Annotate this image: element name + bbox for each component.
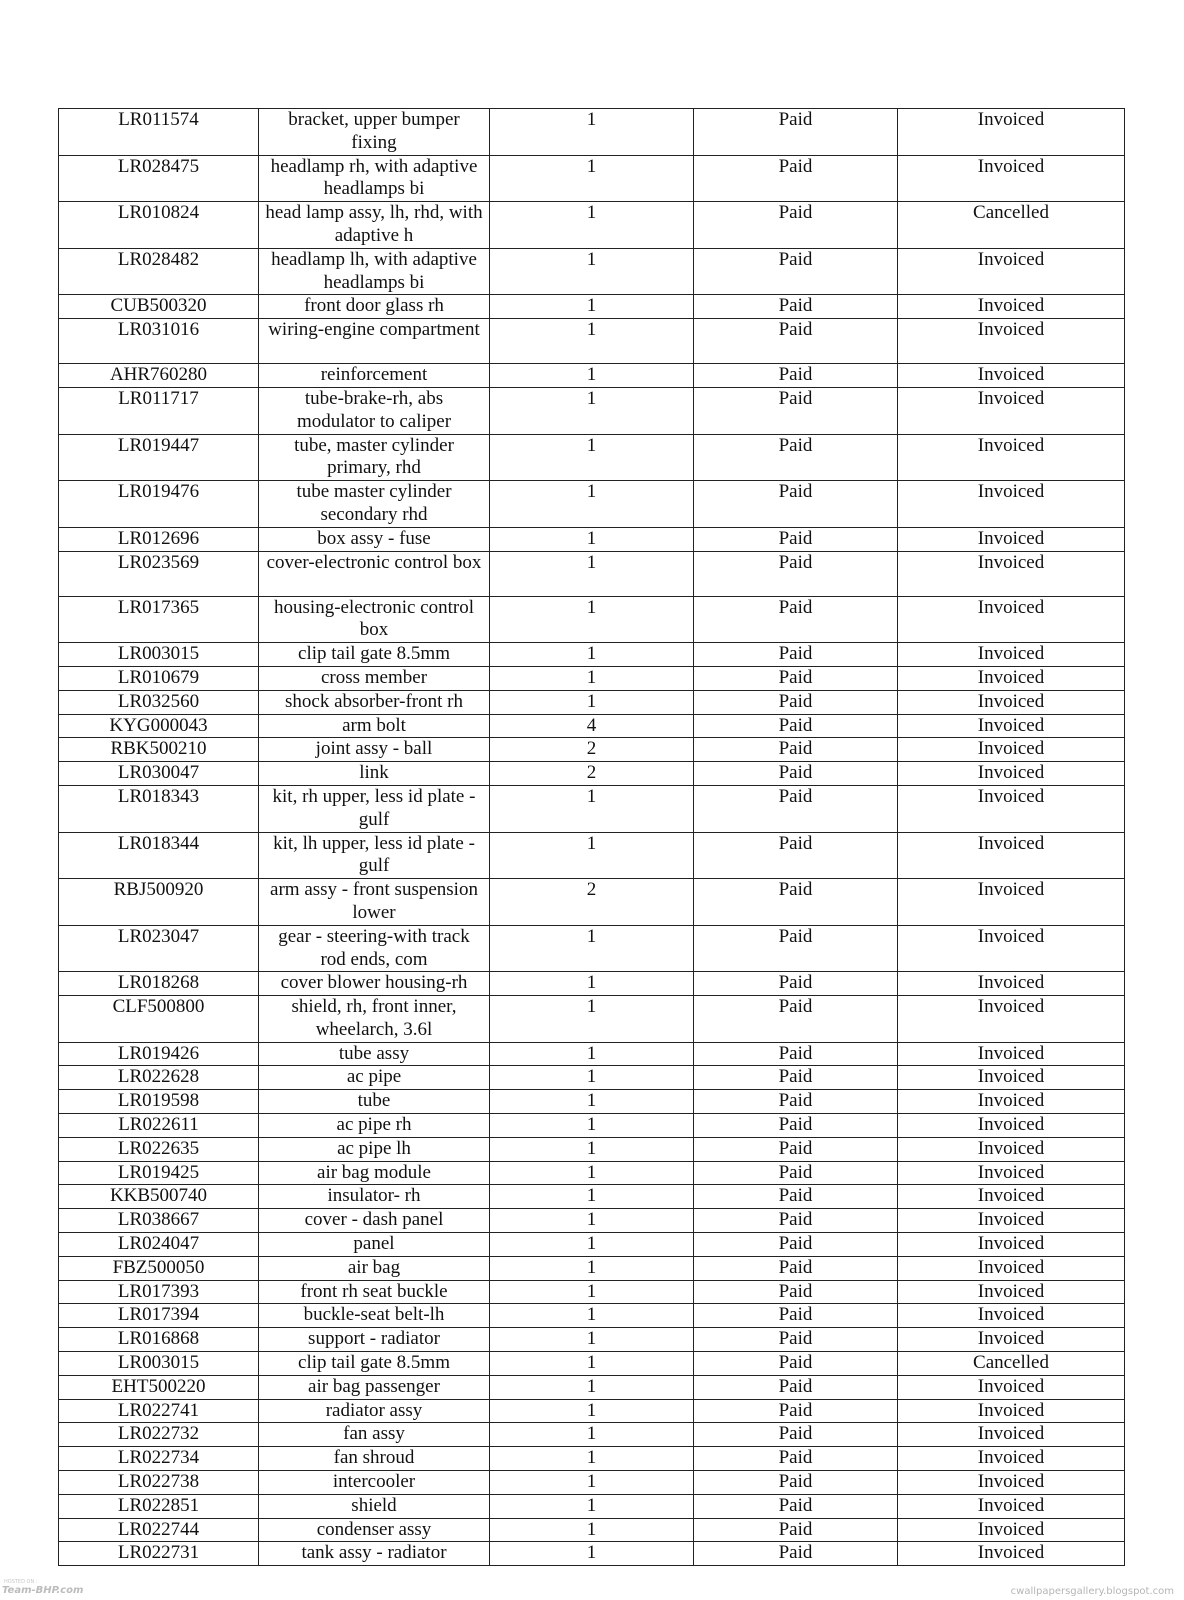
table-row (59, 551, 1125, 596)
quantity-cell: 1 (490, 364, 694, 388)
description-cell: cover blower housing-rh (259, 972, 490, 996)
quantity-cell: 1 (490, 1209, 694, 1233)
table-row (59, 1304, 1125, 1328)
invoice-status-cell: Invoiced (898, 155, 1125, 202)
payment-status-cell: Paid (694, 1233, 898, 1257)
invoice-status-cell: Invoiced (898, 1423, 1125, 1447)
table-row (59, 1542, 1125, 1566)
part-number-cell: LR022731 (59, 1542, 259, 1566)
table-row (59, 832, 1125, 879)
part-number-cell: LR017393 (59, 1280, 259, 1304)
table-row (59, 925, 1125, 972)
quantity-cell: 1 (490, 434, 694, 481)
payment-status-cell: Paid (694, 1471, 898, 1495)
part-number-cell: KYG000043 (59, 714, 259, 738)
table-row (59, 387, 1125, 434)
parts-table-body (59, 109, 1125, 1566)
quantity-cell: 1 (490, 1375, 694, 1399)
invoice-status-cell: Invoiced (898, 481, 1125, 528)
table-row (59, 527, 1125, 551)
table-row (59, 1209, 1125, 1233)
invoice-status-cell: Invoiced (898, 596, 1125, 643)
payment-status-cell: Paid (694, 434, 898, 481)
description-cell: ac pipe lh (259, 1137, 490, 1161)
table-row (59, 879, 1125, 926)
quantity-cell: 1 (490, 1423, 694, 1447)
payment-status-cell: Paid (694, 1304, 898, 1328)
invoice-status-cell: Invoiced (898, 1114, 1125, 1138)
quantity-cell: 1 (490, 202, 694, 249)
table-row (59, 1066, 1125, 1090)
quantity-cell: 2 (490, 738, 694, 762)
quantity-cell: 1 (490, 319, 694, 364)
part-number-cell: LR019476 (59, 481, 259, 528)
description-cell: link (259, 762, 490, 786)
table-row (59, 690, 1125, 714)
table-row (59, 996, 1125, 1043)
part-number-cell: LR022734 (59, 1447, 259, 1471)
payment-status-cell: Paid (694, 295, 898, 319)
table-row (59, 972, 1125, 996)
quantity-cell: 1 (490, 248, 694, 295)
payment-status-cell: Paid (694, 1542, 898, 1566)
parts-table (58, 108, 1125, 1566)
invoice-status-cell: Invoiced (898, 434, 1125, 481)
table-row (59, 1042, 1125, 1066)
description-cell: air bag passenger (259, 1375, 490, 1399)
part-number-cell: CUB500320 (59, 295, 259, 319)
part-number-cell: LR024047 (59, 1233, 259, 1257)
part-number-cell: AHR760280 (59, 364, 259, 388)
quantity-cell: 1 (490, 155, 694, 202)
description-cell: tube-brake-rh, abs modulator to caliper (259, 387, 490, 434)
part-number-cell: RBJ500920 (59, 879, 259, 926)
payment-status-cell: Paid (694, 596, 898, 643)
quantity-cell: 1 (490, 1447, 694, 1471)
table-row (59, 1375, 1125, 1399)
description-cell: ac pipe rh (259, 1114, 490, 1138)
payment-status-cell: Paid (694, 1161, 898, 1185)
part-number-cell: LR028482 (59, 248, 259, 295)
payment-status-cell: Paid (694, 1447, 898, 1471)
payment-status-cell: Paid (694, 527, 898, 551)
table-row (59, 364, 1125, 388)
invoice-status-cell: Invoiced (898, 387, 1125, 434)
part-number-cell: LR022741 (59, 1399, 259, 1423)
quantity-cell: 1 (490, 1185, 694, 1209)
invoice-status-cell: Invoiced (898, 1447, 1125, 1471)
description-cell: front rh seat buckle (259, 1280, 490, 1304)
part-number-cell: LR017394 (59, 1304, 259, 1328)
quantity-cell: 1 (490, 481, 694, 528)
payment-status-cell: Paid (694, 202, 898, 249)
quantity-cell: 1 (490, 527, 694, 551)
description-cell: buckle-seat belt-lh (259, 1304, 490, 1328)
description-cell: fan assy (259, 1423, 490, 1447)
payment-status-cell: Paid (694, 925, 898, 972)
description-cell: arm assy - front suspension lower (259, 879, 490, 926)
payment-status-cell: Paid (694, 690, 898, 714)
table-row (59, 1328, 1125, 1352)
part-number-cell: LR022628 (59, 1066, 259, 1090)
quantity-cell: 1 (490, 1042, 694, 1066)
payment-status-cell: Paid (694, 879, 898, 926)
part-number-cell: LR030047 (59, 762, 259, 786)
description-cell: reinforcement (259, 364, 490, 388)
description-cell: clip tail gate 8.5mm (259, 1352, 490, 1376)
payment-status-cell: Paid (694, 996, 898, 1043)
table-row (59, 1256, 1125, 1280)
description-cell: tube assy (259, 1042, 490, 1066)
invoice-status-cell: Invoiced (898, 690, 1125, 714)
description-cell: tube (259, 1090, 490, 1114)
invoice-status-cell: Invoiced (898, 1209, 1125, 1233)
payment-status-cell: Paid (694, 1042, 898, 1066)
part-number-cell: LR003015 (59, 1352, 259, 1376)
part-number-cell: RBK500210 (59, 738, 259, 762)
payment-status-cell: Paid (694, 762, 898, 786)
payment-status-cell: Paid (694, 319, 898, 364)
invoice-status-cell: Invoiced (898, 1399, 1125, 1423)
payment-status-cell: Paid (694, 1090, 898, 1114)
invoice-status-cell: Invoiced (898, 1471, 1125, 1495)
blog-watermark: cwallpapersgallery.blogspot.com (1010, 1586, 1174, 1597)
payment-status-cell: Paid (694, 551, 898, 596)
description-cell: head lamp assy, lh, rhd, with adaptive h (259, 202, 490, 249)
part-number-cell: LR022611 (59, 1114, 259, 1138)
part-number-cell: LR019598 (59, 1090, 259, 1114)
description-cell: radiator assy (259, 1399, 490, 1423)
invoice-status-cell: Invoiced (898, 643, 1125, 667)
part-number-cell: LR018268 (59, 972, 259, 996)
part-number-cell: LR022851 (59, 1494, 259, 1518)
part-number-cell: FBZ500050 (59, 1256, 259, 1280)
payment-status-cell: Paid (694, 1399, 898, 1423)
quantity-cell: 1 (490, 690, 694, 714)
payment-status-cell: Paid (694, 1137, 898, 1161)
part-number-cell: EHT500220 (59, 1375, 259, 1399)
description-cell: front door glass rh (259, 295, 490, 319)
quantity-cell: 1 (490, 1090, 694, 1114)
invoice-status-cell: Invoiced (898, 1375, 1125, 1399)
table-row (59, 643, 1125, 667)
table-row (59, 666, 1125, 690)
part-number-cell: LR022732 (59, 1423, 259, 1447)
quantity-cell: 1 (490, 1114, 694, 1138)
payment-status-cell: Paid (694, 1066, 898, 1090)
description-cell: support - radiator (259, 1328, 490, 1352)
quantity-cell: 1 (490, 1137, 694, 1161)
payment-status-cell: Paid (694, 738, 898, 762)
table-row (59, 1518, 1125, 1542)
description-cell: air bag (259, 1256, 490, 1280)
description-cell: tank assy - radiator (259, 1542, 490, 1566)
quantity-cell: 1 (490, 1066, 694, 1090)
table-row (59, 202, 1125, 249)
quantity-cell: 1 (490, 1256, 694, 1280)
invoice-status-cell: Invoiced (898, 879, 1125, 926)
description-cell: insulator- rh (259, 1185, 490, 1209)
invoice-status-cell: Invoiced (898, 1328, 1125, 1352)
quantity-cell: 1 (490, 785, 694, 832)
invoice-status-cell: Invoiced (898, 996, 1125, 1043)
description-cell: condenser assy (259, 1518, 490, 1542)
description-cell: tube master cylinder secondary rhd (259, 481, 490, 528)
description-cell: shield, rh, front inner, wheelarch, 3.6l (259, 996, 490, 1043)
invoice-status-cell: Invoiced (898, 1066, 1125, 1090)
part-number-cell: LR018343 (59, 785, 259, 832)
quantity-cell: 1 (490, 1542, 694, 1566)
description-cell: arm bolt (259, 714, 490, 738)
table-row (59, 319, 1125, 364)
invoice-status-cell: Invoiced (898, 925, 1125, 972)
invoice-status-cell: Cancelled (898, 202, 1125, 249)
payment-status-cell: Paid (694, 481, 898, 528)
invoice-status-cell: Invoiced (898, 1304, 1125, 1328)
table-row (59, 295, 1125, 319)
payment-status-cell: Paid (694, 1185, 898, 1209)
quantity-cell: 1 (490, 1518, 694, 1542)
table-row (59, 762, 1125, 786)
table-row (59, 434, 1125, 481)
invoice-status-cell: Invoiced (898, 1185, 1125, 1209)
quantity-cell: 1 (490, 666, 694, 690)
quantity-cell: 2 (490, 879, 694, 926)
quantity-cell: 1 (490, 1161, 694, 1185)
table-row (59, 155, 1125, 202)
description-cell: ac pipe (259, 1066, 490, 1090)
part-number-cell: LR038667 (59, 1209, 259, 1233)
description-cell: fan shroud (259, 1447, 490, 1471)
quantity-cell: 1 (490, 295, 694, 319)
description-cell: shield (259, 1494, 490, 1518)
description-cell: cover-electronic control box (259, 551, 490, 596)
payment-status-cell: Paid (694, 1494, 898, 1518)
part-number-cell: LR011574 (59, 109, 259, 156)
part-number-cell: LR019425 (59, 1161, 259, 1185)
quantity-cell: 1 (490, 1471, 694, 1495)
quantity-cell: 1 (490, 1328, 694, 1352)
table-row (59, 1114, 1125, 1138)
quantity-cell: 1 (490, 1494, 694, 1518)
quantity-cell: 1 (490, 1233, 694, 1257)
description-cell: tube, master cylinder primary, rhd (259, 434, 490, 481)
payment-status-cell: Paid (694, 387, 898, 434)
payment-status-cell: Paid (694, 972, 898, 996)
payment-status-cell: Paid (694, 1518, 898, 1542)
team-bhp-watermark: Team-BHP.com (2, 1585, 84, 1596)
hosted-on-label: HOSTED ON : (4, 1579, 38, 1585)
invoice-status-cell: Invoiced (898, 785, 1125, 832)
table-row (59, 248, 1125, 295)
quantity-cell: 1 (490, 643, 694, 667)
description-cell: gear - steering-with track rod ends, com (259, 925, 490, 972)
table-row (59, 785, 1125, 832)
table-row (59, 1494, 1125, 1518)
description-cell: panel (259, 1233, 490, 1257)
table-row (59, 1423, 1125, 1447)
table-row (59, 1471, 1125, 1495)
invoice-status-cell: Invoiced (898, 714, 1125, 738)
payment-status-cell: Paid (694, 1423, 898, 1447)
payment-status-cell: Paid (694, 1209, 898, 1233)
table-row (59, 1137, 1125, 1161)
quantity-cell: 1 (490, 972, 694, 996)
invoice-status-cell: Invoiced (898, 1042, 1125, 1066)
payment-status-cell: Paid (694, 785, 898, 832)
quantity-cell: 1 (490, 1280, 694, 1304)
invoice-status-cell: Invoiced (898, 832, 1125, 879)
part-number-cell: LR022738 (59, 1471, 259, 1495)
payment-status-cell: Paid (694, 714, 898, 738)
quantity-cell: 1 (490, 109, 694, 156)
table-row (59, 1280, 1125, 1304)
description-cell: kit, lh upper, less id plate - gulf (259, 832, 490, 879)
table-row (59, 596, 1125, 643)
part-number-cell: LR016868 (59, 1328, 259, 1352)
invoice-status-cell: Invoiced (898, 1280, 1125, 1304)
invoice-status-cell: Invoiced (898, 1494, 1125, 1518)
payment-status-cell: Paid (694, 832, 898, 879)
payment-status-cell: Paid (694, 155, 898, 202)
description-cell: air bag module (259, 1161, 490, 1185)
description-cell: headlamp lh, with adaptive headlamps bi (259, 248, 490, 295)
table-row (59, 1185, 1125, 1209)
description-cell: joint assy - ball (259, 738, 490, 762)
description-cell: cross member (259, 666, 490, 690)
invoice-status-cell: Invoiced (898, 762, 1125, 786)
part-number-cell: CLF500800 (59, 996, 259, 1043)
part-number-cell: LR012696 (59, 527, 259, 551)
payment-status-cell: Paid (694, 643, 898, 667)
invoice-status-cell: Invoiced (898, 738, 1125, 762)
part-number-cell: LR028475 (59, 155, 259, 202)
description-cell: clip tail gate 8.5mm (259, 643, 490, 667)
quantity-cell: 1 (490, 551, 694, 596)
invoice-status-cell: Invoiced (898, 1542, 1125, 1566)
payment-status-cell: Paid (694, 666, 898, 690)
invoice-status-cell: Invoiced (898, 109, 1125, 156)
table-row (59, 481, 1125, 528)
invoice-status-cell: Invoiced (898, 527, 1125, 551)
payment-status-cell: Paid (694, 1256, 898, 1280)
table-row (59, 109, 1125, 156)
quantity-cell: 1 (490, 996, 694, 1043)
invoice-status-cell: Invoiced (898, 1137, 1125, 1161)
part-number-cell: LR022744 (59, 1518, 259, 1542)
payment-status-cell: Paid (694, 1375, 898, 1399)
invoice-status-cell: Invoiced (898, 1233, 1125, 1257)
description-cell: bracket, upper bumper fixing (259, 109, 490, 156)
invoice-status-cell: Invoiced (898, 364, 1125, 388)
part-number-cell: LR003015 (59, 643, 259, 667)
quantity-cell: 1 (490, 387, 694, 434)
part-number-cell: LR031016 (59, 319, 259, 364)
description-cell: housing-electronic control box (259, 596, 490, 643)
table-row (59, 1161, 1125, 1185)
invoice-status-cell: Invoiced (898, 972, 1125, 996)
payment-status-cell: Paid (694, 248, 898, 295)
invoice-status-cell: Invoiced (898, 551, 1125, 596)
invoice-status-cell: Invoiced (898, 1256, 1125, 1280)
invoice-status-cell: Invoiced (898, 1161, 1125, 1185)
quantity-cell: 1 (490, 1399, 694, 1423)
payment-status-cell: Paid (694, 1114, 898, 1138)
table-row (59, 1399, 1125, 1423)
part-number-cell: LR011717 (59, 387, 259, 434)
quantity-cell: 4 (490, 714, 694, 738)
invoice-status-cell: Invoiced (898, 666, 1125, 690)
quantity-cell: 1 (490, 1352, 694, 1376)
part-number-cell: LR010679 (59, 666, 259, 690)
table-row (59, 1447, 1125, 1471)
invoice-status-cell: Invoiced (898, 1518, 1125, 1542)
payment-status-cell: Paid (694, 1352, 898, 1376)
part-number-cell: LR019426 (59, 1042, 259, 1066)
payment-status-cell: Paid (694, 364, 898, 388)
part-number-cell: LR010824 (59, 202, 259, 249)
description-cell: kit, rh upper, less id plate - gulf (259, 785, 490, 832)
description-cell: headlamp rh, with adaptive headlamps bi (259, 155, 490, 202)
invoice-status-cell: Invoiced (898, 1090, 1125, 1114)
quantity-cell: 1 (490, 925, 694, 972)
part-number-cell: LR018344 (59, 832, 259, 879)
part-number-cell: LR023569 (59, 551, 259, 596)
quantity-cell: 1 (490, 1304, 694, 1328)
table-row (59, 738, 1125, 762)
quantity-cell: 2 (490, 762, 694, 786)
invoice-status-cell: Invoiced (898, 319, 1125, 364)
payment-status-cell: Paid (694, 1280, 898, 1304)
quantity-cell: 1 (490, 832, 694, 879)
description-cell: wiring-engine compartment (259, 319, 490, 364)
description-cell: box assy - fuse (259, 527, 490, 551)
invoice-status-cell: Invoiced (898, 295, 1125, 319)
payment-status-cell: Paid (694, 1328, 898, 1352)
part-number-cell: LR023047 (59, 925, 259, 972)
table-row (59, 1352, 1125, 1376)
part-number-cell: KKB500740 (59, 1185, 259, 1209)
description-cell: shock absorber-front rh (259, 690, 490, 714)
description-cell: intercooler (259, 1471, 490, 1495)
part-number-cell: LR022635 (59, 1137, 259, 1161)
description-cell: cover - dash panel (259, 1209, 490, 1233)
table-row (59, 714, 1125, 738)
table-row (59, 1090, 1125, 1114)
part-number-cell: LR032560 (59, 690, 259, 714)
table-row (59, 1233, 1125, 1257)
payment-status-cell: Paid (694, 109, 898, 156)
part-number-cell: LR017365 (59, 596, 259, 643)
invoice-status-cell: Cancelled (898, 1352, 1125, 1376)
invoice-status-cell: Invoiced (898, 248, 1125, 295)
quantity-cell: 1 (490, 596, 694, 643)
part-number-cell: LR019447 (59, 434, 259, 481)
